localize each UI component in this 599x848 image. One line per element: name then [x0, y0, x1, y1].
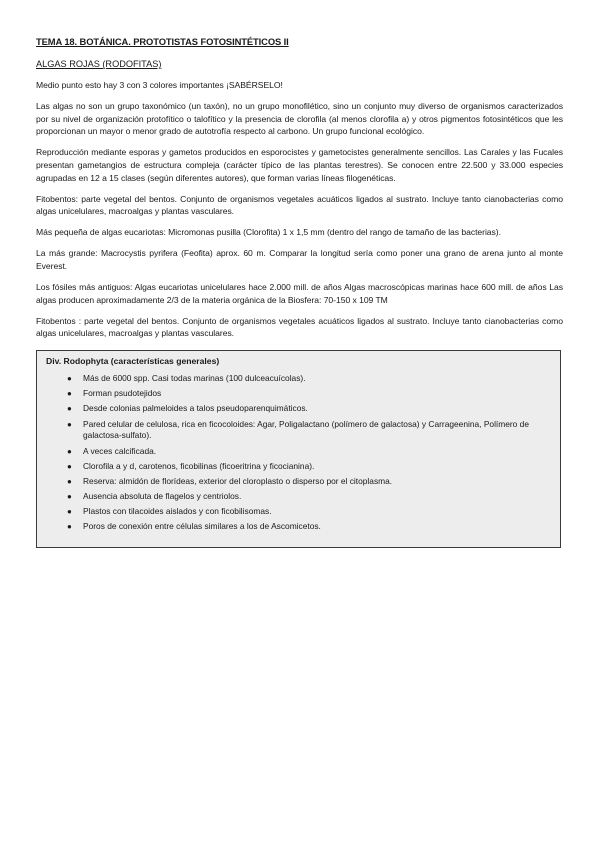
list-item-text: Ausencia absoluta de flagelos y centriolos.: [83, 491, 242, 502]
bullet-icon: ●: [67, 419, 72, 429]
bullet-icon: ●: [67, 389, 72, 399]
list-item: [67, 491, 546, 503]
list-item: [67, 521, 546, 533]
list-item: [67, 388, 546, 400]
paragraph-largest-alga: La más grande: Macrocystis pyrifera (Feofita) aprox. 60 m. Comparar la longitud sería como poner una grano de arena junto al monte Everest.: [36, 248, 563, 272]
list-item-text: Forman psudotejidos: [83, 388, 162, 399]
paragraph-smallest-alga: Más pequeña de algas eucariotas: Micromonas pusilla (Clorofita) 1 x 1,5 mm (dentro del rango de tamaño de las bacterias).: [36, 227, 501, 238]
list-item-text: Desde colonias palmeloides a talos pseudoparenquimáticos.: [83, 403, 308, 414]
bullet-icon: ●: [67, 476, 72, 486]
paragraph-note: Medio punto esto hay 3 con 3 colores importantes ¡SABÉRSELO!: [36, 80, 283, 90]
bullet-icon: ●: [67, 492, 72, 502]
paragraph-reproduction: Reproducción mediante esporas y gametos producidos en esporocistes y gametocistes generalmente sencillos. Las Carales y las Fucales presentan gametangios de estructura compleja (carácter típico de las plantas terestres). Se conocen entre 22.500 y 33.000 especies agrupadas en 12 a 15 clases (según diferentes autores), que forman varias líneas filogenéticas.: [36, 147, 563, 183]
bullet-icon: ●: [67, 507, 72, 517]
bullet-icon: ●: [67, 404, 72, 414]
section-subtitle: ALGAS ROJAS (RODOFITAS): [36, 59, 162, 69]
bullet-icon: ●: [67, 374, 72, 383]
list-item: [67, 446, 546, 458]
list-item: [67, 506, 546, 518]
list-item-text: Más de 6000 spp. Casi todas marinas (100 dulceacuícolas).: [83, 373, 306, 383]
paragraph-fitobentos-repeat: Fitobentos : parte vegetal del bentos. Conjunto de organismos vegetales acuáticos ligados al sustrato. Incluye tanto cianobacterias como algas unicelulares, macroalgas y plantas vasculares.: [36, 315, 563, 339]
bullet-icon: ●: [67, 522, 72, 532]
paragraph-definition: Las algas no son un grupo taxonómico (un taxón), no un grupo monofilético, sino un conjunto muy diverso de organismos caracterizados por su nivel de organización protofítico o talofítico y la presencia de clorofila (al menos clorofila a) y otros pigmentos fotosintéticos que les proporcionan un mayor o menor grado de autotrofía respecto al carbono. Un grupo funcional ecológico.: [36, 101, 563, 137]
list-item: [67, 476, 546, 488]
list-item: [67, 419, 546, 443]
list-item-text: Plastos con tilacoides aislados y con ficobilisomas.: [83, 506, 272, 517]
bullet-icon: ●: [67, 461, 72, 471]
characteristics-list: [37, 373, 560, 533]
list-item-text: Reserva: almidón de florídeas, exterior del cloroplasto o disperso por el citoplasma.: [83, 475, 393, 486]
list-item-text: A veces calcificada.: [83, 445, 157, 456]
list-item: [67, 403, 546, 415]
box-title: Div. Rodophyta (características generales): [46, 356, 220, 366]
list-item: [67, 461, 546, 473]
list-item-text: Poros de conexión entre células similares a los de Ascomicetos.: [83, 521, 321, 532]
document-page: [36, 36, 563, 548]
bullet-icon: ●: [67, 446, 72, 456]
list-item-text: Pared celular de celulosa, rica en ficocoloides: Agar, Poligalactano (polímero de galactosa) y Carrageenina, Polímero de galactosa-sulfato).: [83, 418, 529, 441]
paragraph-fitobentos: Fitobentos: parte vegetal del bentos. Conjunto de organismos vegetales acuáticos ligados al sustrato. Incluye tanto cianobacterias como algas unicelulares, macroalgas y plantas vasculares.: [36, 193, 563, 217]
list-item: [67, 373, 546, 385]
list-item-text: Clorofila a y d, carotenos, ficobilinas (ficoeritrina y ficocianina).: [83, 460, 315, 471]
paragraph-fossils: Los fósiles más antiguos: Algas eucariotas unicelulares hace 2.000 mill. de años Algas macroscópicas marinas hace 600 mill. de años Las algas producen aproximadamente 2/3 de la materia orgánica de la Biosfera: 70-150 x 109 TM: [36, 282, 563, 305]
document-title: TEMA 18. BOTÁNICA. PROTOTISTAS FOTOSINTÉTICOS II: [36, 36, 289, 47]
rodophyta-summary-box: [36, 350, 561, 548]
